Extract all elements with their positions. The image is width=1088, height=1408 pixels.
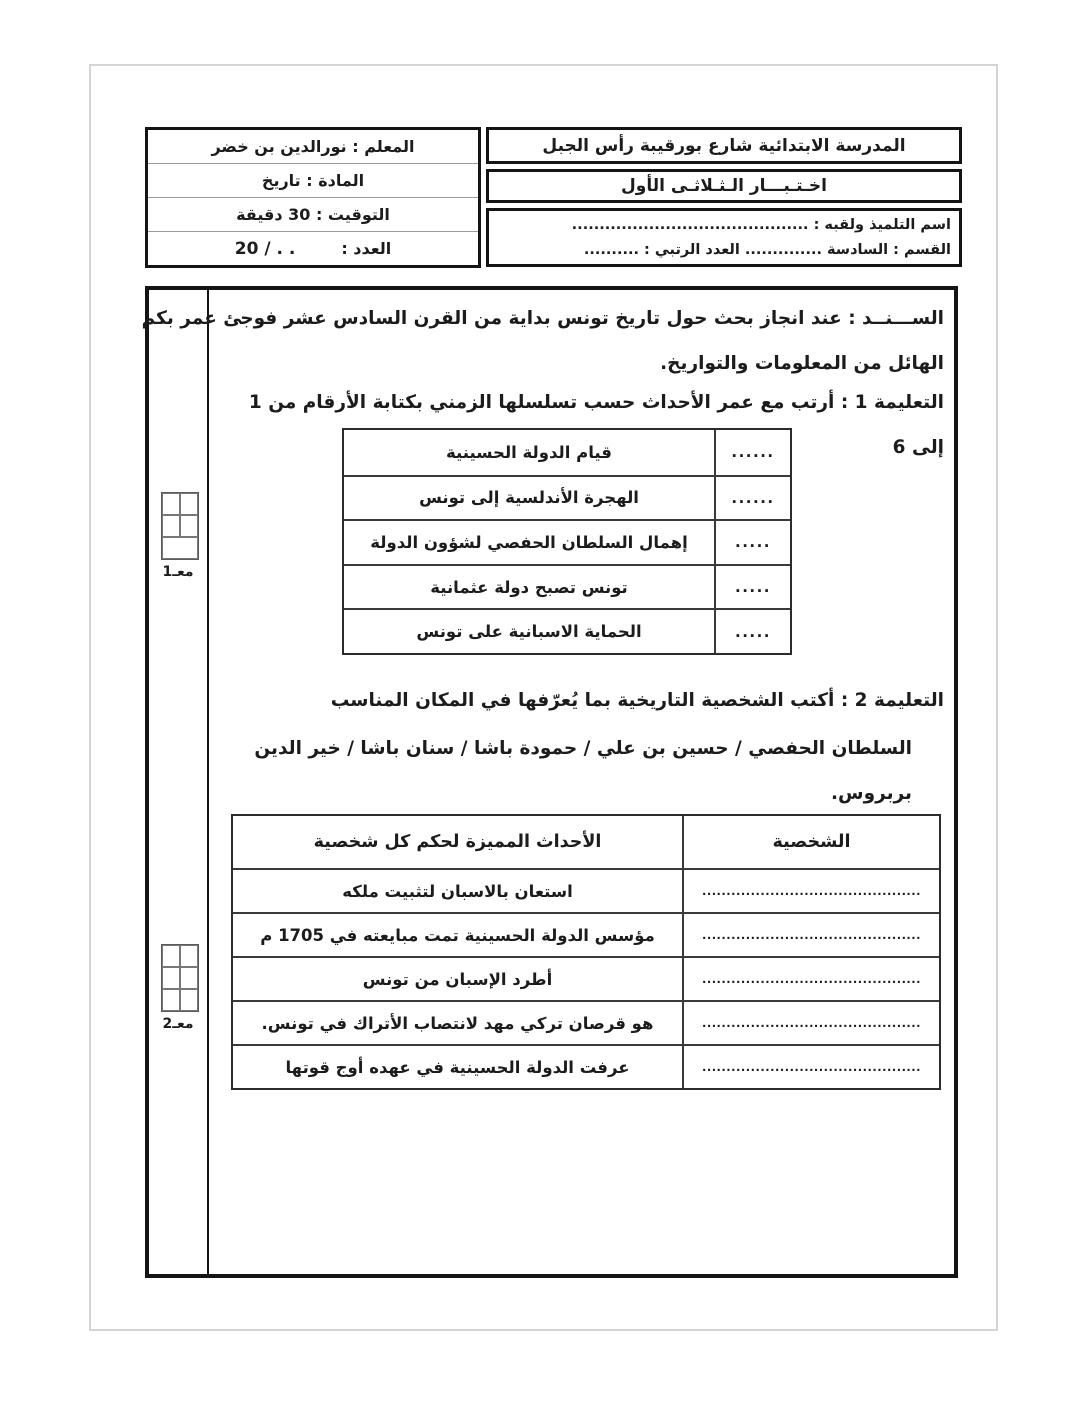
duration-label: التوقيت : 30 دقيقة [236,205,390,224]
sanad-paragraph [141,296,944,386]
answer-slot: ............................................. [701,1016,922,1030]
score-grid-cell [162,537,198,559]
answer-slot: ............................................. [701,928,922,942]
score-grid-cell [162,945,180,967]
school-name: المدرسة الابتدائية شارع بورقيبة رأس الجبل [542,135,906,156]
subject-label: المادة : تاريخ [261,171,365,190]
event-cell: إهمال السلطان الحفصي لشؤون الدولة [344,521,716,564]
score-grid-cell [162,967,180,989]
person-header-cell: الشخصية [772,832,851,852]
instruction-2: التعليمة 2 : أكتب الشخصية التاريخية بما يُعرّفها في المكان المناسب [330,690,944,711]
persons-table [231,814,941,1090]
answer-slot: ...... [731,443,775,462]
instruction-1: التعليمة 1 : أرتب مع عمر الأحداث حسب تسلسلها الزمني بكتابة الأرقام من 1 إلى 6 [248,392,944,458]
event-cell: الهجرة الأندلسية إلى تونس [344,477,716,520]
table-row [233,868,939,912]
sanad-line-2: الهائل من المعلومات والتواريخ. [660,353,944,374]
subject-row [148,164,478,198]
event-cell: قيام الدولة الحسينية [344,430,716,475]
score-grid-cell [180,967,198,989]
answer-slot: ...... [731,488,775,507]
score-grid-cell [180,945,198,967]
answer-slot: ..... [735,622,771,641]
class-line: القسم : السادسة .............. العدد الرتبي : .......... [583,241,951,258]
teacher-info-box [145,127,481,268]
score-grid-cell [162,493,180,515]
sanad-line-1: الســـنــد : عند انجاز بحث حول تاريخ تونس بداية من القرن السادس عشر فوجئ عمر بكم [141,308,944,329]
student-info-box [486,208,962,267]
table-row [233,912,939,956]
score-grid-cell [162,989,180,1011]
score-row [148,232,478,265]
margin-label-1: معـ1 [162,564,194,580]
table-header-row [233,816,939,868]
answer-slot: ..... [735,533,771,552]
clue-cell: هو قرصان تركي مهد لانتصاب الأتراك في تونس. [233,1002,684,1044]
clue-cell: أطرد الإسبان من تونس [233,958,684,1000]
table-row [344,475,790,520]
margin-divider [207,290,209,1274]
table-row [344,430,790,475]
table-row [233,1000,939,1044]
main-frame [141,286,958,1278]
teacher-label: المعلم : نورالدين بن خضر [211,137,415,156]
table-row [344,564,790,609]
score-grid-cell [180,515,198,537]
student-name-line: اسم التلميذ ولقبه : ........................................... [571,216,951,233]
duration-row [148,198,478,232]
clue-cell: مؤسس الدولة الحسينية تمت مبايعته في 1705 م [233,914,684,956]
teacher-row [148,130,478,164]
table-row [344,608,790,653]
events-header-cell: الأحداث المميزة لحكم كل شخصية [233,816,684,868]
answer-slot: ..... [735,578,771,597]
clue-cell: عرفت الدولة الحسينية في عهده أوج قوتها [233,1046,684,1088]
exam-title-box [486,169,962,203]
exam-title: اخـتـبـــار الـثـلاثـى الأول [621,176,828,196]
margin-label-2: معـ2 [162,1016,194,1032]
names-bank: السلطان الحفصي / حسين بن علي / حمودة باشا / سنان باشا / خير الدين بربروس. [254,738,912,804]
score-grid-1 [161,492,199,560]
score-grid-2 [161,944,199,1012]
score-value: . . / 20 [234,238,296,259]
score-grid-cell [162,515,180,537]
event-cell: الحماية الاسبانية على تونس [344,610,716,653]
event-cell: تونس تصبح دولة عثمانية [344,566,716,609]
answer-slot: ............................................. [701,972,922,986]
table-row [233,1044,939,1088]
answer-slot: ............................................. [701,884,922,898]
score-grid-cell [180,493,198,515]
score-grid-cell [180,989,198,1011]
score-label: العدد : [341,239,392,258]
clue-cell: استعان بالاسبان لتثبيت ملكه [233,870,684,912]
school-name-box [486,127,962,164]
answer-slot: ............................................. [701,1060,922,1074]
events-order-table [342,428,792,655]
table-row [233,956,939,1000]
table-row [344,519,790,564]
